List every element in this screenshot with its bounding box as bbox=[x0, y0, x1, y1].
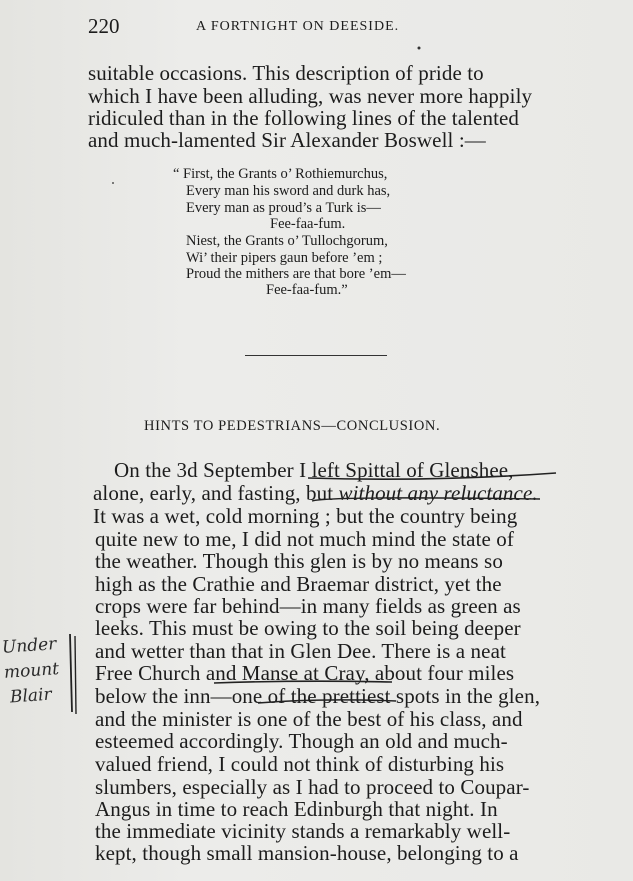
paragraph-line: valued friend, I could not think of disturbing his bbox=[95, 752, 505, 776]
intro-line: and much-lamented Sir Alexander Boswell :— bbox=[88, 128, 486, 152]
page-number: 220 bbox=[88, 14, 120, 38]
paragraph-line: quite new to me, I did not much mind the state of bbox=[95, 527, 514, 551]
intro-line: which I have been alluding, was never more happily bbox=[88, 84, 533, 108]
paragraph-line: the weather. Though this glen is by no means so bbox=[95, 549, 503, 573]
verse-line: Every man his sword and durk has, bbox=[186, 183, 391, 199]
paragraph-emphasis: without any reluctance. bbox=[338, 481, 538, 505]
paragraph-line: the immediate vicinity stands a remarkably well- bbox=[95, 819, 511, 843]
intro-line: suitable occasions. This description of pride to bbox=[88, 61, 484, 85]
pencil-speck bbox=[418, 47, 421, 50]
verse-line: Fee-faa-fum.” bbox=[266, 282, 348, 298]
section-divider bbox=[245, 355, 387, 356]
verse-line: Proud the mithers are that bore ’em— bbox=[186, 266, 406, 282]
paragraph-line: Angus in time to reach Edinburgh that night. In bbox=[95, 797, 498, 821]
paragraph-line: slumbers, especially as I had to proceed to Coupar- bbox=[95, 775, 530, 799]
running-title: A FORTNIGHT ON DEESIDE. bbox=[196, 19, 400, 34]
paragraph-line: high as the Crathie and Braemar district, yet the bbox=[95, 572, 502, 596]
paragraph-text: alone, early, and fasting, but bbox=[93, 481, 339, 505]
verse-line: Fee-faa-fum. bbox=[270, 216, 346, 232]
paragraph-line bbox=[93, 481, 538, 506]
paragraph-line: It was a wet, cold morning ; but the country being bbox=[93, 504, 518, 528]
intro-line: ridiculed than in the following lines of the talented bbox=[88, 106, 520, 130]
verse-line: Wi’ their pipers gaun before ’em ; bbox=[186, 250, 383, 266]
paragraph-line: Free Church and Manse at Cray, about four miles bbox=[95, 661, 515, 685]
verse-line: Every man as proud’s a Turk is— bbox=[186, 200, 381, 216]
paragraph-line: crops were far behind—in many fields as green as bbox=[95, 594, 521, 618]
pencil-speck bbox=[112, 182, 114, 184]
margin-note-line: Blair bbox=[9, 684, 53, 708]
pencil-margin-bar bbox=[75, 636, 76, 714]
margin-note-line: Under bbox=[1, 634, 57, 658]
paragraph-line: and the minister is one of the best of his class, and bbox=[95, 707, 523, 731]
paragraph-line: leeks. This must be owing to the soil being deeper bbox=[95, 616, 521, 640]
verse-line: Niest, the Grants o’ Tullochgorum, bbox=[186, 233, 388, 249]
verse-line: “ First, the Grants o’ Rothiemurchus, bbox=[173, 166, 388, 182]
paragraph-line: On the 3d September I left Spittal of Glenshee, bbox=[114, 458, 514, 482]
paragraph-line: kept, though small mansion-house, belonging to a bbox=[95, 841, 519, 865]
paragraph-line: below the inn—one of the prettiest spots in the glen, bbox=[95, 684, 541, 708]
paragraph-line: esteemed accordingly. Though an old and much- bbox=[95, 729, 508, 753]
section-heading: HINTS TO PEDESTRIANS—CONCLUSION. bbox=[144, 418, 441, 434]
pencil-margin-bar bbox=[70, 634, 72, 712]
paragraph-line: and wetter than that in Glen Dee. There is a neat bbox=[95, 639, 506, 663]
margin-note-line: mount bbox=[3, 659, 60, 683]
